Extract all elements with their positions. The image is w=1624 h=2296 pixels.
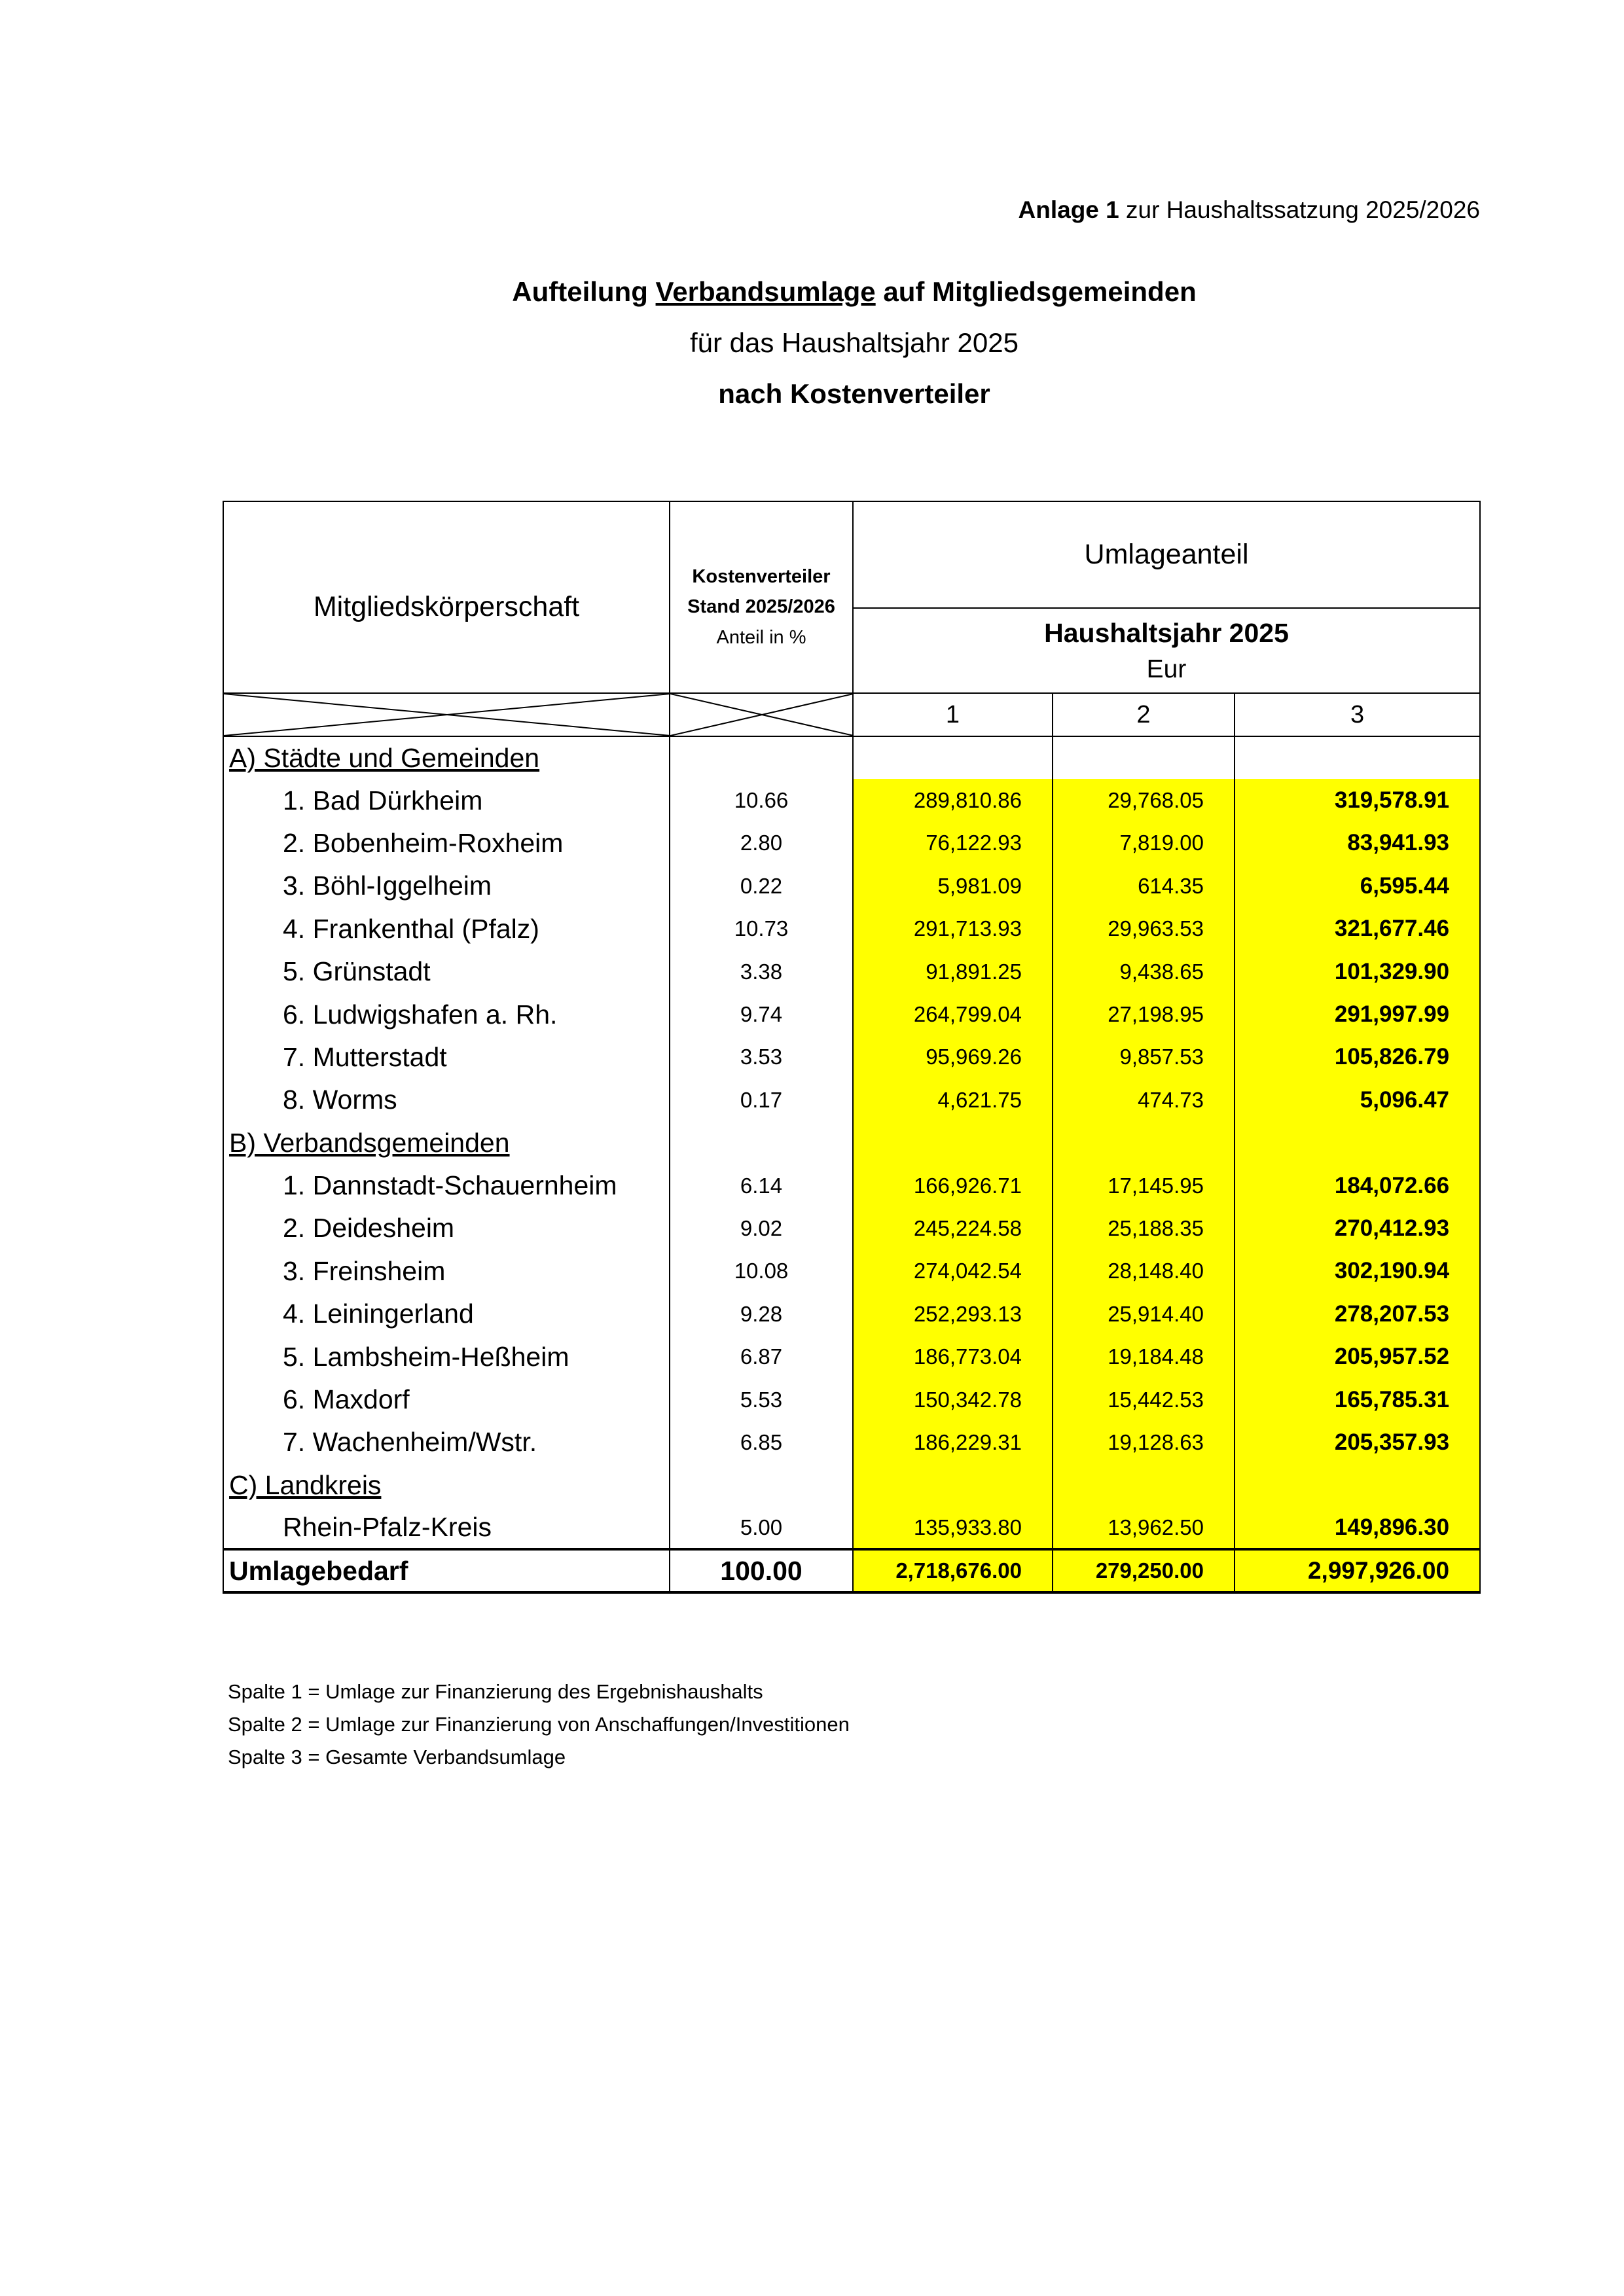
total-percent: 100.00 — [670, 1549, 853, 1592]
header-umlage: Umlageanteil — [853, 501, 1480, 608]
member-name: 2. Bobenheim-Roxheim — [223, 822, 670, 865]
member-column-2: 25,914.40 — [1053, 1293, 1235, 1335]
table-row — [223, 1250, 1480, 1293]
header-kv-line3: Anteil in % — [716, 626, 806, 648]
member-name: 1. Bad Dürkheim — [223, 779, 670, 821]
section-v1-empty — [853, 736, 1053, 779]
member-column-3: 165,785.31 — [1235, 1378, 1480, 1421]
member-percent: 5.00 — [670, 1507, 853, 1549]
crossed-cell-member — [223, 693, 670, 736]
member-column-2: 27,198.95 — [1053, 993, 1235, 1035]
member-column-3: 319,578.91 — [1235, 779, 1480, 821]
table-row — [223, 1378, 1480, 1421]
page-subtitle: für das Haushaltsjahr 2025 — [690, 327, 1019, 358]
table-row — [223, 1207, 1480, 1249]
section-label: B) Verbandsgemeinden — [223, 1122, 670, 1164]
member-name: 7. Mutterstadt — [223, 1036, 670, 1079]
member-column-3: 205,357.93 — [1235, 1421, 1480, 1463]
member-column-2: 15,442.53 — [1053, 1378, 1235, 1421]
member-name: 3. Freinsheim — [223, 1250, 670, 1293]
section-v3-empty — [1235, 1122, 1480, 1164]
member-name: 4. Frankenthal (Pfalz) — [223, 908, 670, 950]
member-column-2: 9,857.53 — [1053, 1036, 1235, 1079]
member-column-1: 264,799.04 — [853, 993, 1053, 1035]
member-column-1: 150,342.78 — [853, 1378, 1053, 1421]
member-percent: 6.87 — [670, 1335, 853, 1378]
column-number-1: 1 — [853, 693, 1053, 736]
member-column-3: 302,190.94 — [1235, 1250, 1480, 1293]
member-column-3: 291,997.99 — [1235, 993, 1480, 1035]
title-suffix: auf Mitgliedsgemeinden — [875, 276, 1197, 307]
member-percent: 10.08 — [670, 1250, 853, 1293]
total-label: Umlagebedarf — [223, 1549, 670, 1592]
table-row — [223, 908, 1480, 950]
member-column-2: 19,128.63 — [1053, 1421, 1235, 1463]
member-column-2: 474.73 — [1053, 1079, 1235, 1121]
member-column-1: 76,122.93 — [853, 822, 1053, 865]
member-column-2: 9,438.65 — [1053, 950, 1235, 993]
member-name: 3. Böhl-Iggelheim — [223, 865, 670, 907]
column-number-2: 2 — [1053, 693, 1235, 736]
member-column-1: 5,981.09 — [853, 865, 1053, 907]
member-column-3: 184,072.66 — [1235, 1164, 1480, 1207]
member-percent: 3.53 — [670, 1036, 853, 1079]
member-column-3: 101,329.90 — [1235, 950, 1480, 993]
member-column-2: 19,184.48 — [1053, 1335, 1235, 1378]
member-column-1: 186,773.04 — [853, 1335, 1053, 1378]
member-column-1: 252,293.13 — [853, 1293, 1053, 1335]
title-underlined: Verbandsumlage — [655, 276, 876, 307]
footnotes — [228, 1676, 850, 1774]
member-name: 7. Wachenheim/Wstr. — [223, 1421, 670, 1463]
member-column-2: 13,962.50 — [1053, 1507, 1235, 1549]
member-column-1: 245,224.58 — [853, 1207, 1053, 1249]
member-percent: 0.17 — [670, 1079, 853, 1121]
member-column-3: 83,941.93 — [1235, 822, 1480, 865]
member-column-1: 274,042.54 — [853, 1250, 1053, 1293]
table-row — [223, 865, 1480, 907]
member-name: 1. Dannstadt-Schauernheim — [223, 1164, 670, 1207]
member-column-2: 28,148.40 — [1053, 1250, 1235, 1293]
total-column-1: 2,718,676.00 — [853, 1549, 1053, 1592]
page-title — [0, 276, 1624, 308]
table-row — [223, 1036, 1480, 1079]
section-v3-empty — [1235, 736, 1480, 779]
member-column-3: 321,677.46 — [1235, 908, 1480, 950]
page-subtitle-method: nach Kostenverteiler — [718, 378, 990, 409]
table-row — [223, 1335, 1480, 1378]
table-row — [223, 779, 1480, 821]
member-percent: 3.38 — [670, 950, 853, 993]
section-v1-empty — [853, 1464, 1053, 1507]
member-column-2: 17,145.95 — [1053, 1164, 1235, 1207]
section-v1-empty — [853, 1122, 1053, 1164]
member-column-2: 25,188.35 — [1053, 1207, 1235, 1249]
member-column-2: 29,963.53 — [1053, 908, 1235, 950]
footnote-column-2: Spalte 2 = Umlage zur Finanzierung von Anschaffungen/Investitionen — [228, 1713, 850, 1736]
member-percent: 6.14 — [670, 1164, 853, 1207]
table-row — [223, 822, 1480, 865]
member-name: 8. Worms — [223, 1079, 670, 1121]
member-column-3: 149,896.30 — [1235, 1507, 1480, 1549]
total-row — [223, 1549, 1480, 1592]
member-column-1: 4,621.75 — [853, 1079, 1053, 1121]
annex-label: Anlage 1 — [1018, 196, 1119, 223]
member-name: 2. Deidesheim — [223, 1207, 670, 1249]
member-column-1: 135,933.80 — [853, 1507, 1053, 1549]
table-row — [223, 1421, 1480, 1463]
header-year-block — [853, 608, 1480, 693]
section-v2-empty — [1053, 736, 1235, 779]
header-currency: Eur — [1146, 655, 1187, 683]
member-percent: 0.22 — [670, 865, 853, 907]
section-pct-empty — [670, 736, 853, 779]
header-year: Haushaltsjahr 2025 — [1044, 617, 1289, 648]
section-row — [223, 736, 1480, 779]
member-percent: 9.28 — [670, 1293, 853, 1335]
member-column-2: 614.35 — [1053, 865, 1235, 907]
table-row — [223, 1079, 1480, 1121]
header-member: Mitgliedskörperschaft — [223, 501, 670, 693]
member-column-1: 95,969.26 — [853, 1036, 1053, 1079]
member-name: 6. Ludwigshafen a. Rh. — [223, 993, 670, 1035]
section-row — [223, 1464, 1480, 1507]
member-name: 4. Leiningerland — [223, 1293, 670, 1335]
member-column-1: 166,926.71 — [853, 1164, 1053, 1207]
title-prefix: Aufteilung — [512, 276, 656, 307]
member-column-3: 205,957.52 — [1235, 1335, 1480, 1378]
member-column-3: 278,207.53 — [1235, 1293, 1480, 1335]
allocation-table — [223, 501, 1481, 1594]
member-column-1: 289,810.86 — [853, 779, 1053, 821]
member-name: 5. Grünstadt — [223, 950, 670, 993]
total-column-3: 2,997,926.00 — [1235, 1549, 1480, 1592]
footnote-column-1: Spalte 1 = Umlage zur Finanzierung des Ergebnishaushalts — [228, 1680, 763, 1703]
member-column-2: 7,819.00 — [1053, 822, 1235, 865]
section-label: A) Städte und Gemeinden — [223, 736, 670, 779]
annex-reference — [1019, 196, 1480, 224]
section-label: C) Landkreis — [223, 1464, 670, 1507]
header-kv-line1: Kostenverteiler — [692, 565, 831, 587]
cross-lines-icon — [224, 694, 670, 736]
member-column-1: 91,891.25 — [853, 950, 1053, 993]
header-kv-line2: Stand 2025/2026 — [687, 596, 835, 618]
table-row — [223, 950, 1480, 993]
table-body — [223, 736, 1480, 1592]
member-column-1: 291,713.93 — [853, 908, 1053, 950]
member-column-1: 186,229.31 — [853, 1421, 1053, 1463]
annex-text: zur Haushaltssatzung 2025/2026 — [1119, 196, 1480, 223]
table-row — [223, 993, 1480, 1035]
section-pct-empty — [670, 1122, 853, 1164]
column-number-3: 3 — [1235, 693, 1480, 736]
section-v3-empty — [1235, 1464, 1480, 1507]
header-cost-distributor — [670, 501, 853, 693]
section-v2-empty — [1053, 1464, 1235, 1507]
member-name: 5. Lambsheim-Heßheim — [223, 1335, 670, 1378]
member-name: Rhein-Pfalz-Kreis — [223, 1507, 670, 1549]
total-column-2: 279,250.00 — [1053, 1549, 1235, 1592]
cross-lines-icon — [670, 694, 854, 736]
member-percent: 9.02 — [670, 1207, 853, 1249]
member-percent: 6.85 — [670, 1421, 853, 1463]
section-v2-empty — [1053, 1122, 1235, 1164]
member-percent: 10.73 — [670, 908, 853, 950]
section-row — [223, 1122, 1480, 1164]
member-name: 6. Maxdorf — [223, 1378, 670, 1421]
member-column-2: 29,768.05 — [1053, 779, 1235, 821]
member-column-3: 270,412.93 — [1235, 1207, 1480, 1249]
section-pct-empty — [670, 1464, 853, 1507]
member-percent: 5.53 — [670, 1378, 853, 1421]
member-percent: 9.74 — [670, 993, 853, 1035]
crossed-cell-kv — [670, 693, 853, 736]
table-row — [223, 1164, 1480, 1207]
member-column-3: 5,096.47 — [1235, 1079, 1480, 1121]
member-percent: 2.80 — [670, 822, 853, 865]
member-column-3: 105,826.79 — [1235, 1036, 1480, 1079]
member-percent: 10.66 — [670, 779, 853, 821]
member-column-3: 6,595.44 — [1235, 865, 1480, 907]
table-row — [223, 1507, 1480, 1549]
footnote-column-3: Spalte 3 = Gesamte Verbandsumlage — [228, 1746, 566, 1768]
table-row — [223, 1293, 1480, 1335]
